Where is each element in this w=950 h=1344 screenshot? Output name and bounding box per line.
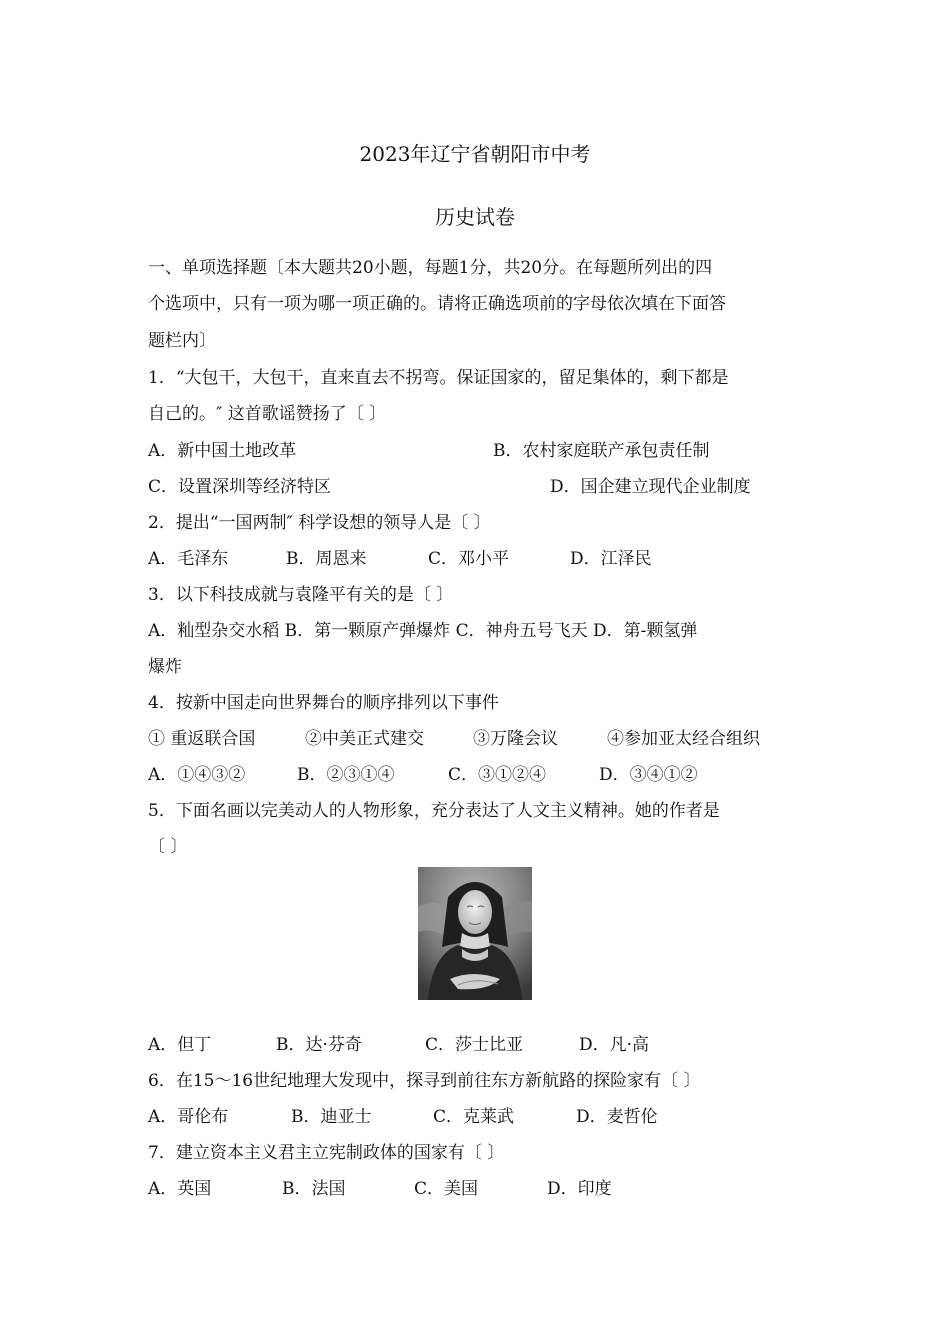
question-4-event-3: ③万隆会议 — [473, 729, 558, 749]
section-intro-line-2: 个选项中，只有一项为哪一项正确的。请将正确选项前的字母依次填在下面答 — [148, 294, 726, 314]
question-1-stem-line-1: 1．“大包干，大包干，直来直去不拐弯。保证国家的，留足集体的，剩下都是 — [148, 368, 729, 388]
question-5-option-d: D．凡·高 — [579, 1035, 650, 1055]
mona-lisa-portrait-image — [418, 867, 532, 1000]
question-1-option-a: A．新中国土地改革 — [148, 441, 297, 461]
question-1-option-c: C．设置深圳等经济特区 — [148, 477, 332, 497]
question-5-option-b: B．达·芬奇 — [276, 1035, 362, 1055]
question-5-option-c: C．莎士比亚 — [425, 1035, 524, 1055]
question-1-option-d: D．国企建立现代企业制度 — [550, 477, 751, 497]
question-2-option-c: C．邓小平 — [428, 549, 510, 569]
exam-title: 2023年辽宁省朝阳市中考 — [359, 142, 591, 166]
question-6-option-a: A．哥伦布 — [148, 1107, 229, 1127]
question-6-stem: 6．在15～16世纪地理大发现中，探寻到前往东方新航路的探险家有〔 〕 — [148, 1071, 701, 1091]
exam-subtitle: 历史试卷 — [435, 205, 515, 229]
question-7-option-a: A．英国 — [148, 1179, 212, 1199]
question-4-option-c: C．③①②④ — [448, 765, 547, 785]
question-5-stem-line-1: 5．下面名画以完美动人的人物形象，充分表达了人文主义精神。她的作者是 — [148, 801, 720, 821]
question-3-stem: 3．以下科技成就与袁隆平有关的是〔 〕 — [148, 585, 454, 605]
question-4-option-a: A．①④③② — [148, 765, 246, 785]
section-intro-line-1: 一、单项选择题〔本大题共20小题，每题1分，共20分。在每题所列出的四 — [148, 258, 713, 278]
question-4-option-b: B．②③①④ — [297, 765, 395, 785]
question-2-option-d: D．江泽民 — [570, 549, 652, 569]
question-4-event-1: ① 重返联合国 — [148, 729, 256, 749]
question-7-option-b: B．法国 — [282, 1179, 346, 1199]
question-6-option-d: D．麦哲伦 — [576, 1107, 658, 1127]
question-6-option-b: B．迪亚士 — [291, 1107, 372, 1127]
question-4-option-d: D．③④①② — [599, 765, 698, 785]
question-5-option-a: A．但丁 — [148, 1035, 212, 1055]
question-2-option-a: A．毛泽东 — [148, 549, 229, 569]
question-7-option-d: D．印度 — [547, 1179, 612, 1199]
question-2-option-b: B．周恩来 — [286, 549, 367, 569]
question-4-event-2: ②中美正式建交 — [305, 729, 424, 749]
question-1-stem-line-2: 自己的。″ 这首歌谣赞扬了〔 〕 — [148, 404, 387, 424]
question-4-stem: 4．按新中国走向世界舞台的顺序排列以下事件 — [148, 693, 499, 713]
section-intro-line-3: 题栏内〕 — [148, 331, 216, 351]
question-3-options-continued: 爆炸 — [148, 657, 182, 677]
question-4-event-4: ④参加亚太经合组织 — [607, 729, 760, 749]
question-6-option-c: C．克莱武 — [433, 1107, 515, 1127]
question-3-options: A．籼型杂交水稻 B．第一颗原产弹爆炸 C．神舟五号飞天 D．第-颗氢弹 — [148, 621, 698, 641]
question-5-stem-line-2: 〔 〕 — [148, 837, 188, 857]
question-2-stem: 2．提出“一国两制″ 科学设想的领导人是〔 〕 — [148, 513, 491, 533]
question-7-option-c: C．美国 — [414, 1179, 479, 1199]
question-1-option-b: B．农村家庭联产承包责任制 — [493, 441, 710, 461]
question-7-stem: 7．建立资本主义君主立宪制政体的国家有〔 〕 — [148, 1143, 505, 1163]
